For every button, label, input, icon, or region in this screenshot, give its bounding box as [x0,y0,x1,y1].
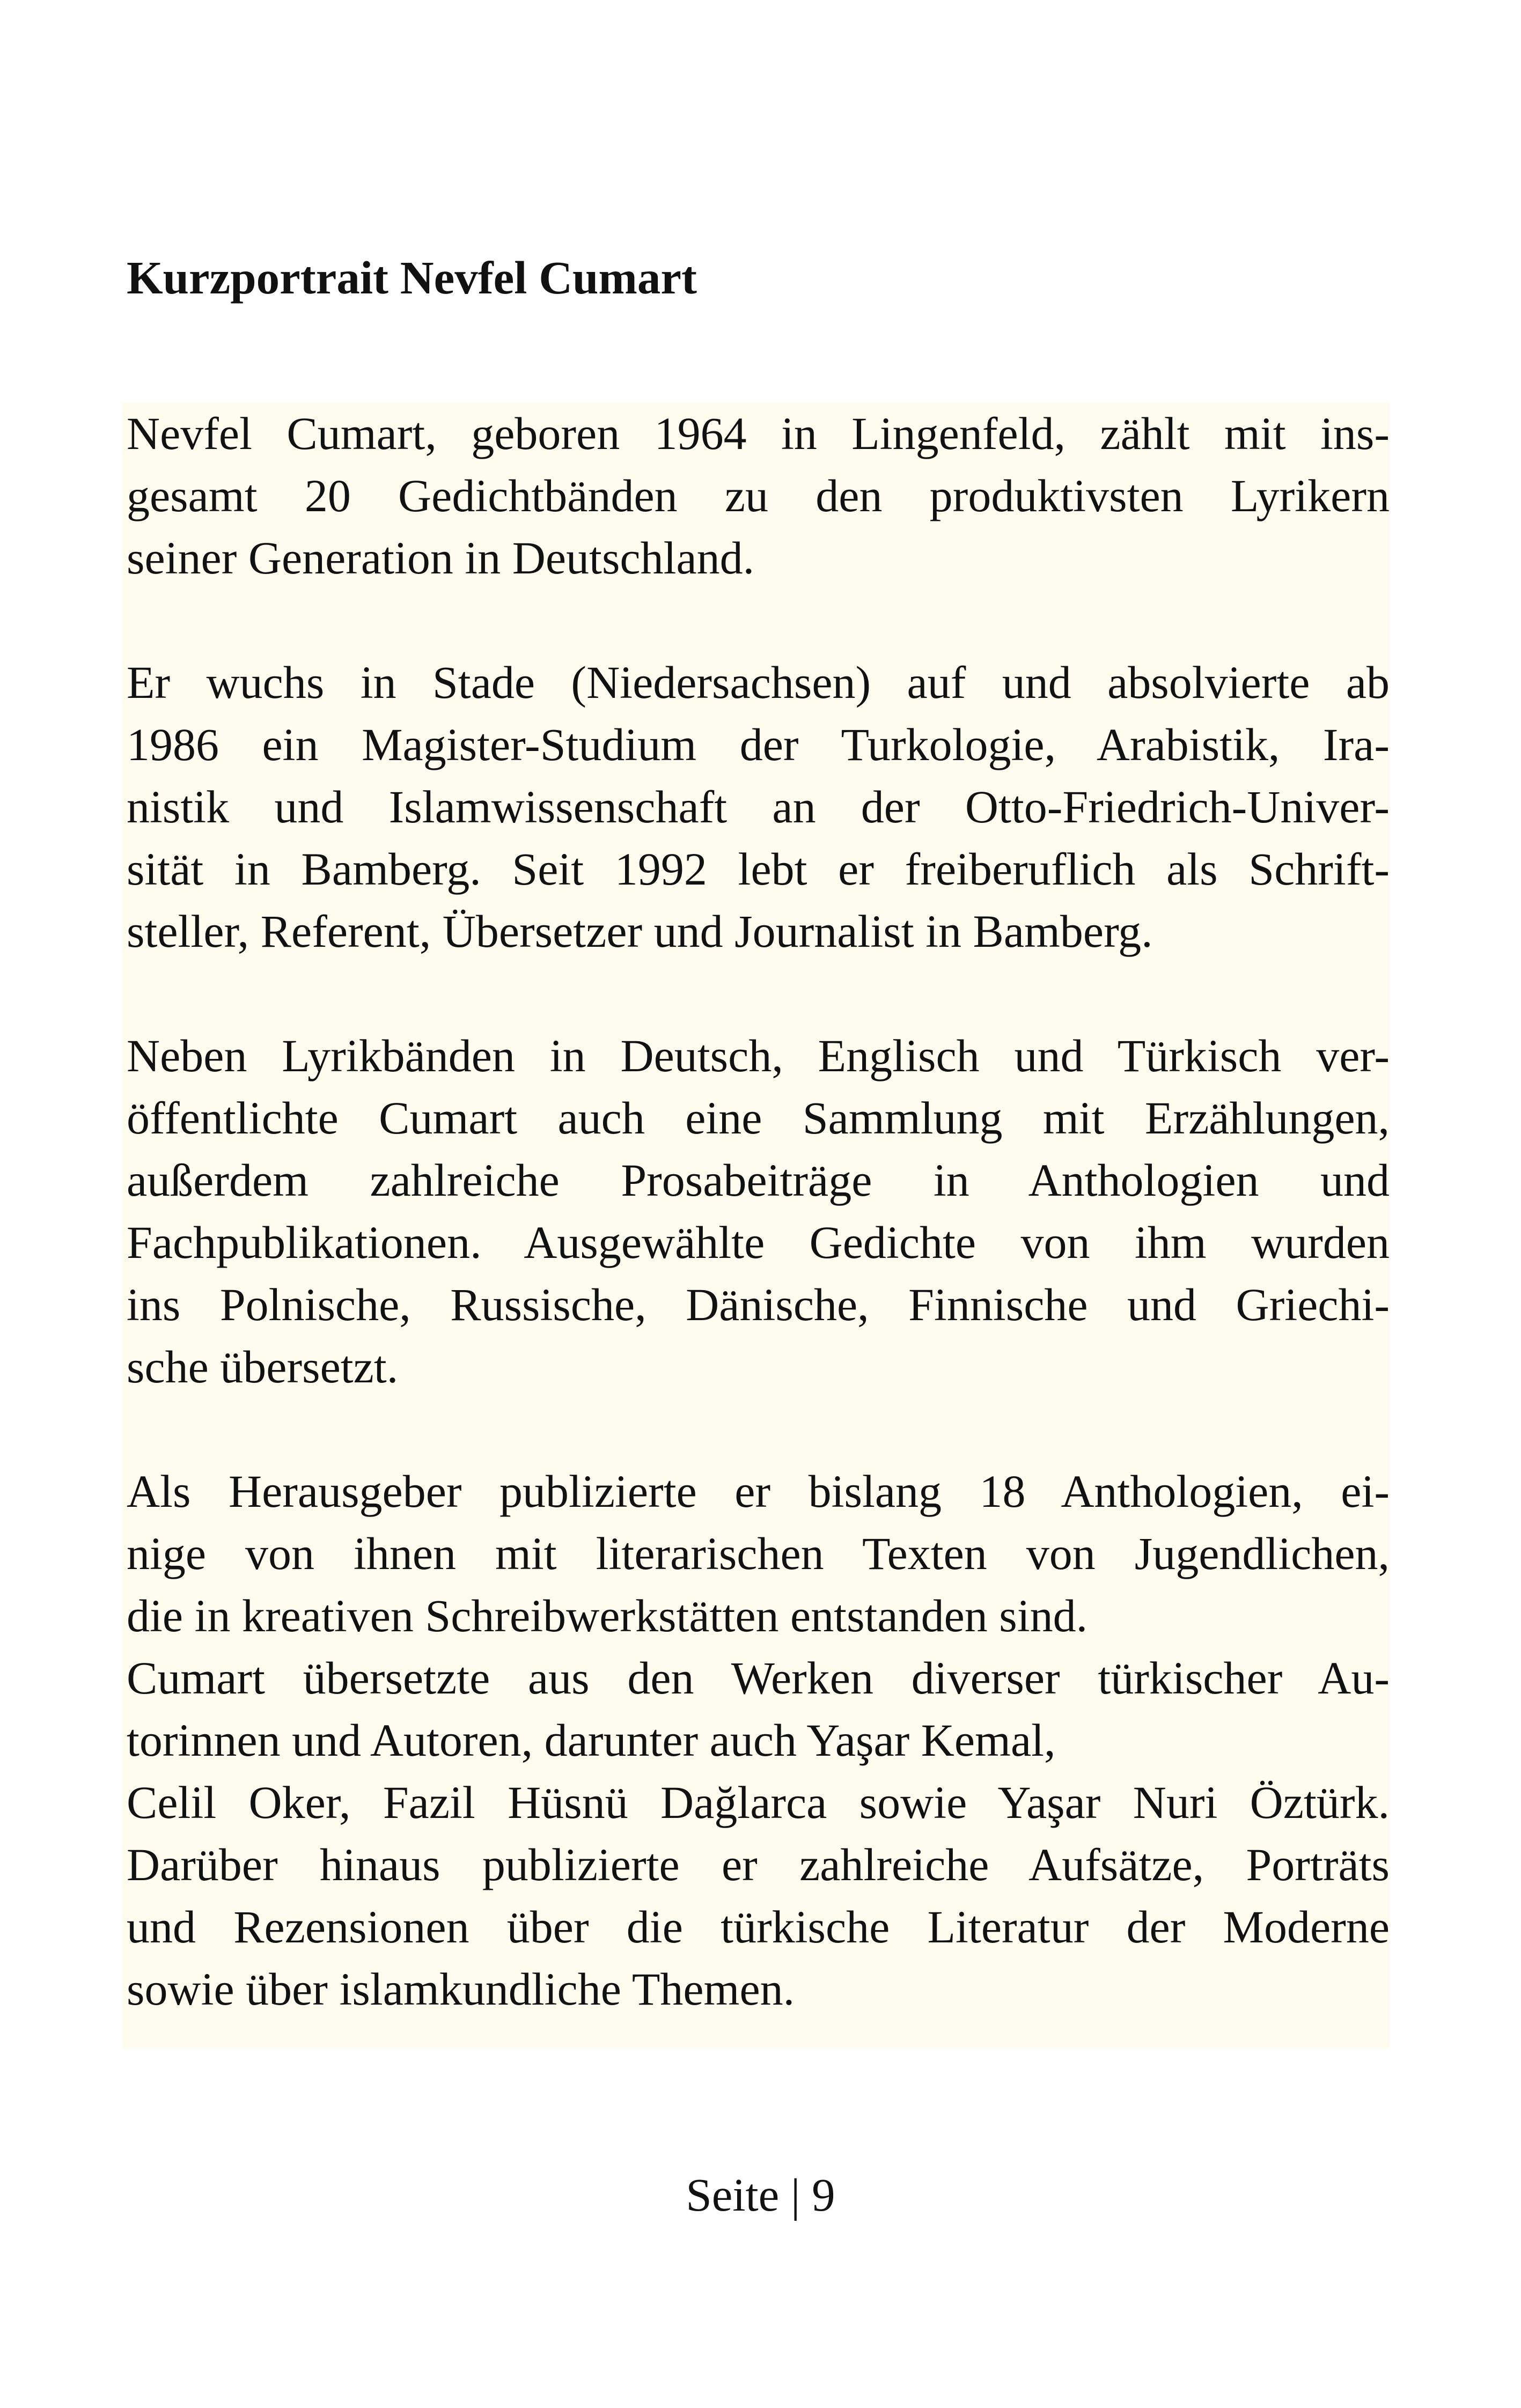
text-line: torinnen und Autoren, darunter auch Yaşar Kemal, [127,1714,1056,1766]
text-line: öffentlichte Cumart auch eine Sammlung mit Erzählungen, [127,1092,1390,1144]
text-line: seiner Generation in Deutschland. [127,532,755,584]
page-number-footer: Seite | 9 [686,2169,835,2221]
text-line: 1986 ein Magister-Studium der Turkologie, Arabistik, Ira- [127,719,1390,770]
text-line: nistik und Islamwissenschaft an der Otto-Friedrich-Univer- [127,781,1390,833]
paragraph-2 [127,651,1390,962]
text-line: Fachpublikationen. Ausgewählte Gedichte von ihm wurden [127,1217,1390,1268]
text-line: Darüber hinaus publizierte er zahlreiche Aufsätze, Porträts [127,1839,1390,1890]
paragraph-3 [127,1025,1390,1398]
text-line: nige von ihnen mit literarischen Texten von Jugendlichen, [127,1528,1390,1579]
text-block [122,402,1390,2049]
text-line: außerdem zahlreiche Prosabeiträge in Anthologien und [127,1154,1390,1206]
text-line: Cumart übersetzte aus den Werken diverser türkischer Au- [127,1652,1390,1704]
text-line: Celil Oker, Fazil Hüsnü Dağlarca sowie Yaşar Nuri Öztürk. [127,1777,1390,1828]
text-line: sche übersetzt. [127,1341,399,1393]
text-line: gesamt 20 Gedichtbänden zu den produktivsten Lyrikern [127,470,1390,521]
text-line: sität in Bamberg. Seit 1992 lebt er freiberuflich als Schrift- [127,843,1390,895]
text-line: Nevfel Cumart, geboren 1964 in Lingenfeld, zählt mit ins- [127,408,1390,459]
text-line: Als Herausgeber publizierte er bislang 18 Anthologien, ei- [127,1466,1390,1517]
page-title: Kurzportrait Nevfel Cumart [127,252,697,304]
text-line: ins Polnische, Russische, Dänische, Finnische und Griechi- [127,1279,1390,1330]
text-line: und Rezensionen über die türkische Literatur der Moderne [127,1901,1390,1953]
text-line: sowie über islamkundliche Themen. [127,1963,795,2015]
text-line: Neben Lyrikbänden in Deutsch, Englisch und Türkisch ver- [127,1030,1390,1081]
text-line: die in kreativen Schreibwerkstätten entstanden sind. [127,1590,1088,1641]
paragraph-1 [127,402,1390,589]
text-line: steller, Referent, Übersetzer und Journalist in Bamberg. [127,905,1153,957]
text-line: Er wuchs in Stade (Niedersachsen) auf und absolvierte ab [127,657,1390,708]
paragraph-4 [127,1460,1390,2020]
